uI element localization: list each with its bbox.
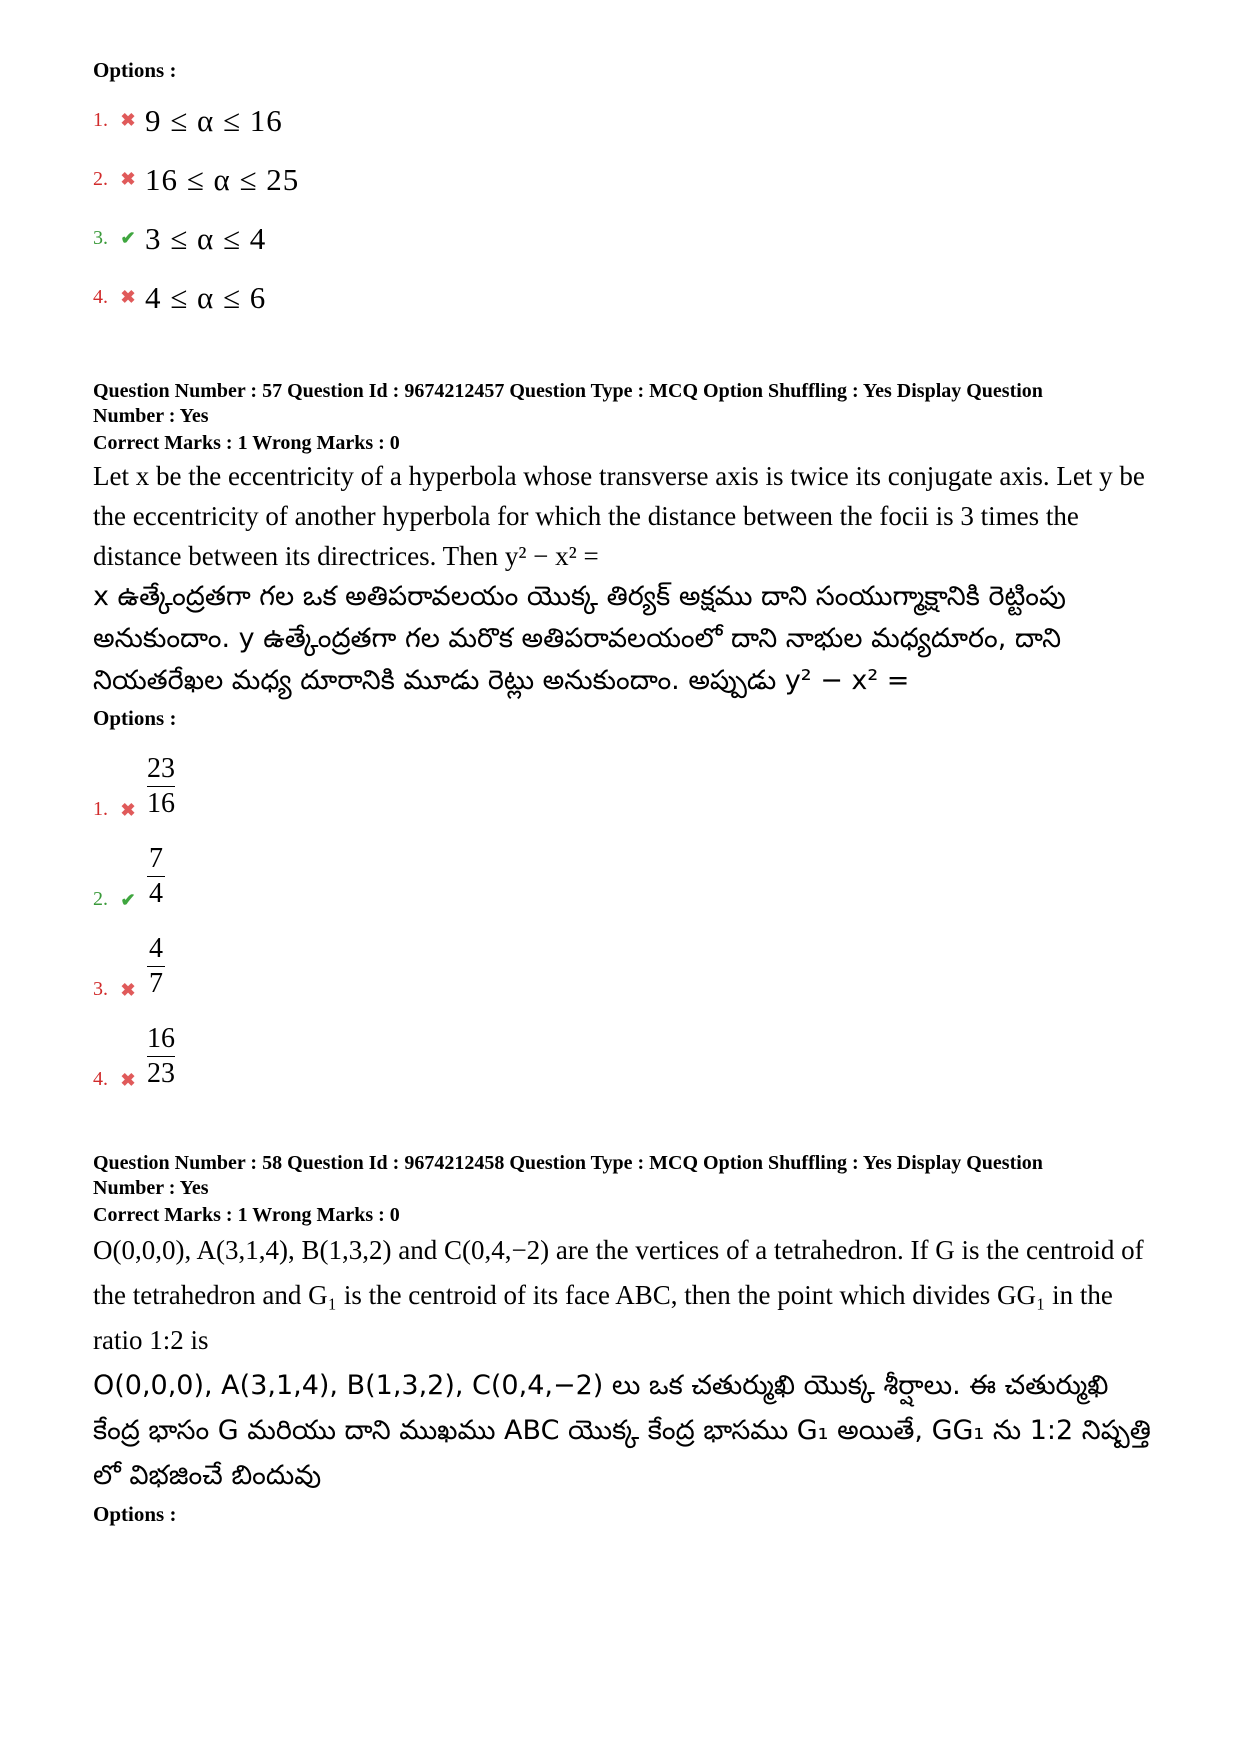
option-number: 4.	[93, 1068, 108, 1090]
question-meta-line: Number : Yes	[93, 405, 209, 427]
fraction	[147, 932, 165, 1001]
question-57	[93, 379, 1153, 1091]
option-number: 2.	[93, 168, 108, 190]
prev-question-options	[93, 58, 1153, 327]
option-number: 3.	[93, 227, 108, 249]
question-text-telugu: x ఉత్కేంద్రతగా గల ఒక అతిపరావలయం యొక్క తిర్యక్ అక్షము దాని సంయుగ్మాక్షానికి రెట్టింపు అనుకుందాం. y ఉత్కేంద్రతగా గల మరొక అతిపరావలయంలో దాని నాభుల మధ్యదూరం, దాని నియతరేఖల మధ్య దూరానికి మూడు రెట్లు అనుకుందాం. అప్పుడు y² − x² =	[93, 581, 1066, 696]
page-content	[93, 58, 1153, 1527]
option-number: 4.	[93, 286, 108, 308]
fraction-numerator: 16	[147, 1023, 175, 1054]
option-2	[93, 821, 1153, 911]
option-3	[93, 911, 1153, 1001]
question-58	[93, 1151, 1153, 1527]
fraction	[147, 752, 175, 821]
question-meta-line: Question Number : 58 Question Id : 9674212458 Question Type : MCQ Option Shuffling : Yes Display Question	[93, 1152, 1043, 1174]
wrong-mark-icon: ✖	[120, 1070, 136, 1090]
options-label: Options :	[93, 58, 177, 82]
wrong-mark-icon: ✖	[120, 169, 136, 189]
fraction-numerator: 4	[149, 933, 163, 964]
fraction-denominator: 16	[147, 788, 175, 819]
correct-check-icon: ✔	[120, 890, 136, 910]
option-value: 4 ≤ α ≤ 6	[145, 279, 267, 315]
question-meta	[93, 379, 1153, 429]
fraction-numerator: 7	[149, 843, 163, 874]
option-1	[93, 91, 1153, 150]
option-4	[93, 1001, 1153, 1091]
option-3	[93, 209, 1153, 268]
option-value: 16 ≤ α ≤ 25	[145, 161, 300, 197]
wrong-mark-icon: ✖	[120, 110, 136, 130]
question-text-english: Let x be the eccentricity of a hyperbola whose transverse axis is twice its conjugate axis. Let y be the eccentricity of another hyperbola for which the distance between the focii is 3 times the distance between its directrices. Then y² − x² =	[93, 461, 1145, 571]
question-meta-line: Number : Yes	[93, 1177, 209, 1199]
fraction	[147, 842, 165, 911]
option-2	[93, 150, 1153, 209]
question-text-english: O(0,0,0), A(3,1,4), B(1,3,2) and C(0,4,−2) are the vertices of a tetrahedron. If G is the centroid of the tetrahedron and G₁ is the centroid of its face ABC, then the point which divides GG₁ in the ratio 1:2 is	[93, 1235, 1144, 1355]
fraction	[147, 1022, 175, 1091]
wrong-mark-icon: ✖	[120, 980, 136, 1000]
options-label: Options :	[93, 706, 177, 730]
question-marks: Correct Marks : 1 Wrong Marks : 0	[93, 432, 400, 454]
wrong-mark-icon: ✖	[120, 800, 136, 820]
options-label: Options :	[93, 1502, 177, 1526]
question-meta	[93, 1151, 1153, 1201]
option-value: 9 ≤ α ≤ 16	[145, 102, 283, 138]
fraction-denominator: 23	[147, 1058, 175, 1089]
option-number: 1.	[93, 798, 108, 820]
option-value: 3 ≤ α ≤ 4	[145, 220, 267, 256]
fraction-denominator: 4	[149, 878, 163, 909]
question-text-telugu: O(0,0,0), A(3,1,4), B(1,3,2), C(0,4,−2) లు ఒక చతుర్ముఖి యొక్క శీర్షాలు. ఈ చతుర్ముఖి కేంద్ర భాసం G మరియు దాని ముఖము ABC యొక్క కేంద్ర భాసము G₁ అయితే, GG₁ ను 1:2 నిష్పత్తి లో విభజించే బిందువు	[93, 1370, 1151, 1491]
fraction-denominator: 7	[149, 968, 163, 999]
correct-check-icon: ✔	[120, 228, 136, 248]
fraction-numerator: 23	[147, 753, 175, 784]
wrong-mark-icon: ✖	[120, 287, 136, 307]
option-1	[93, 731, 1153, 821]
option-number: 1.	[93, 109, 108, 131]
question-marks: Correct Marks : 1 Wrong Marks : 0	[93, 1204, 400, 1226]
question-meta-line: Question Number : 57 Question Id : 9674212457 Question Type : MCQ Option Shuffling : Yes Display Question	[93, 380, 1043, 402]
option-number: 3.	[93, 978, 108, 1000]
option-4	[93, 268, 1153, 327]
option-number: 2.	[93, 888, 108, 910]
